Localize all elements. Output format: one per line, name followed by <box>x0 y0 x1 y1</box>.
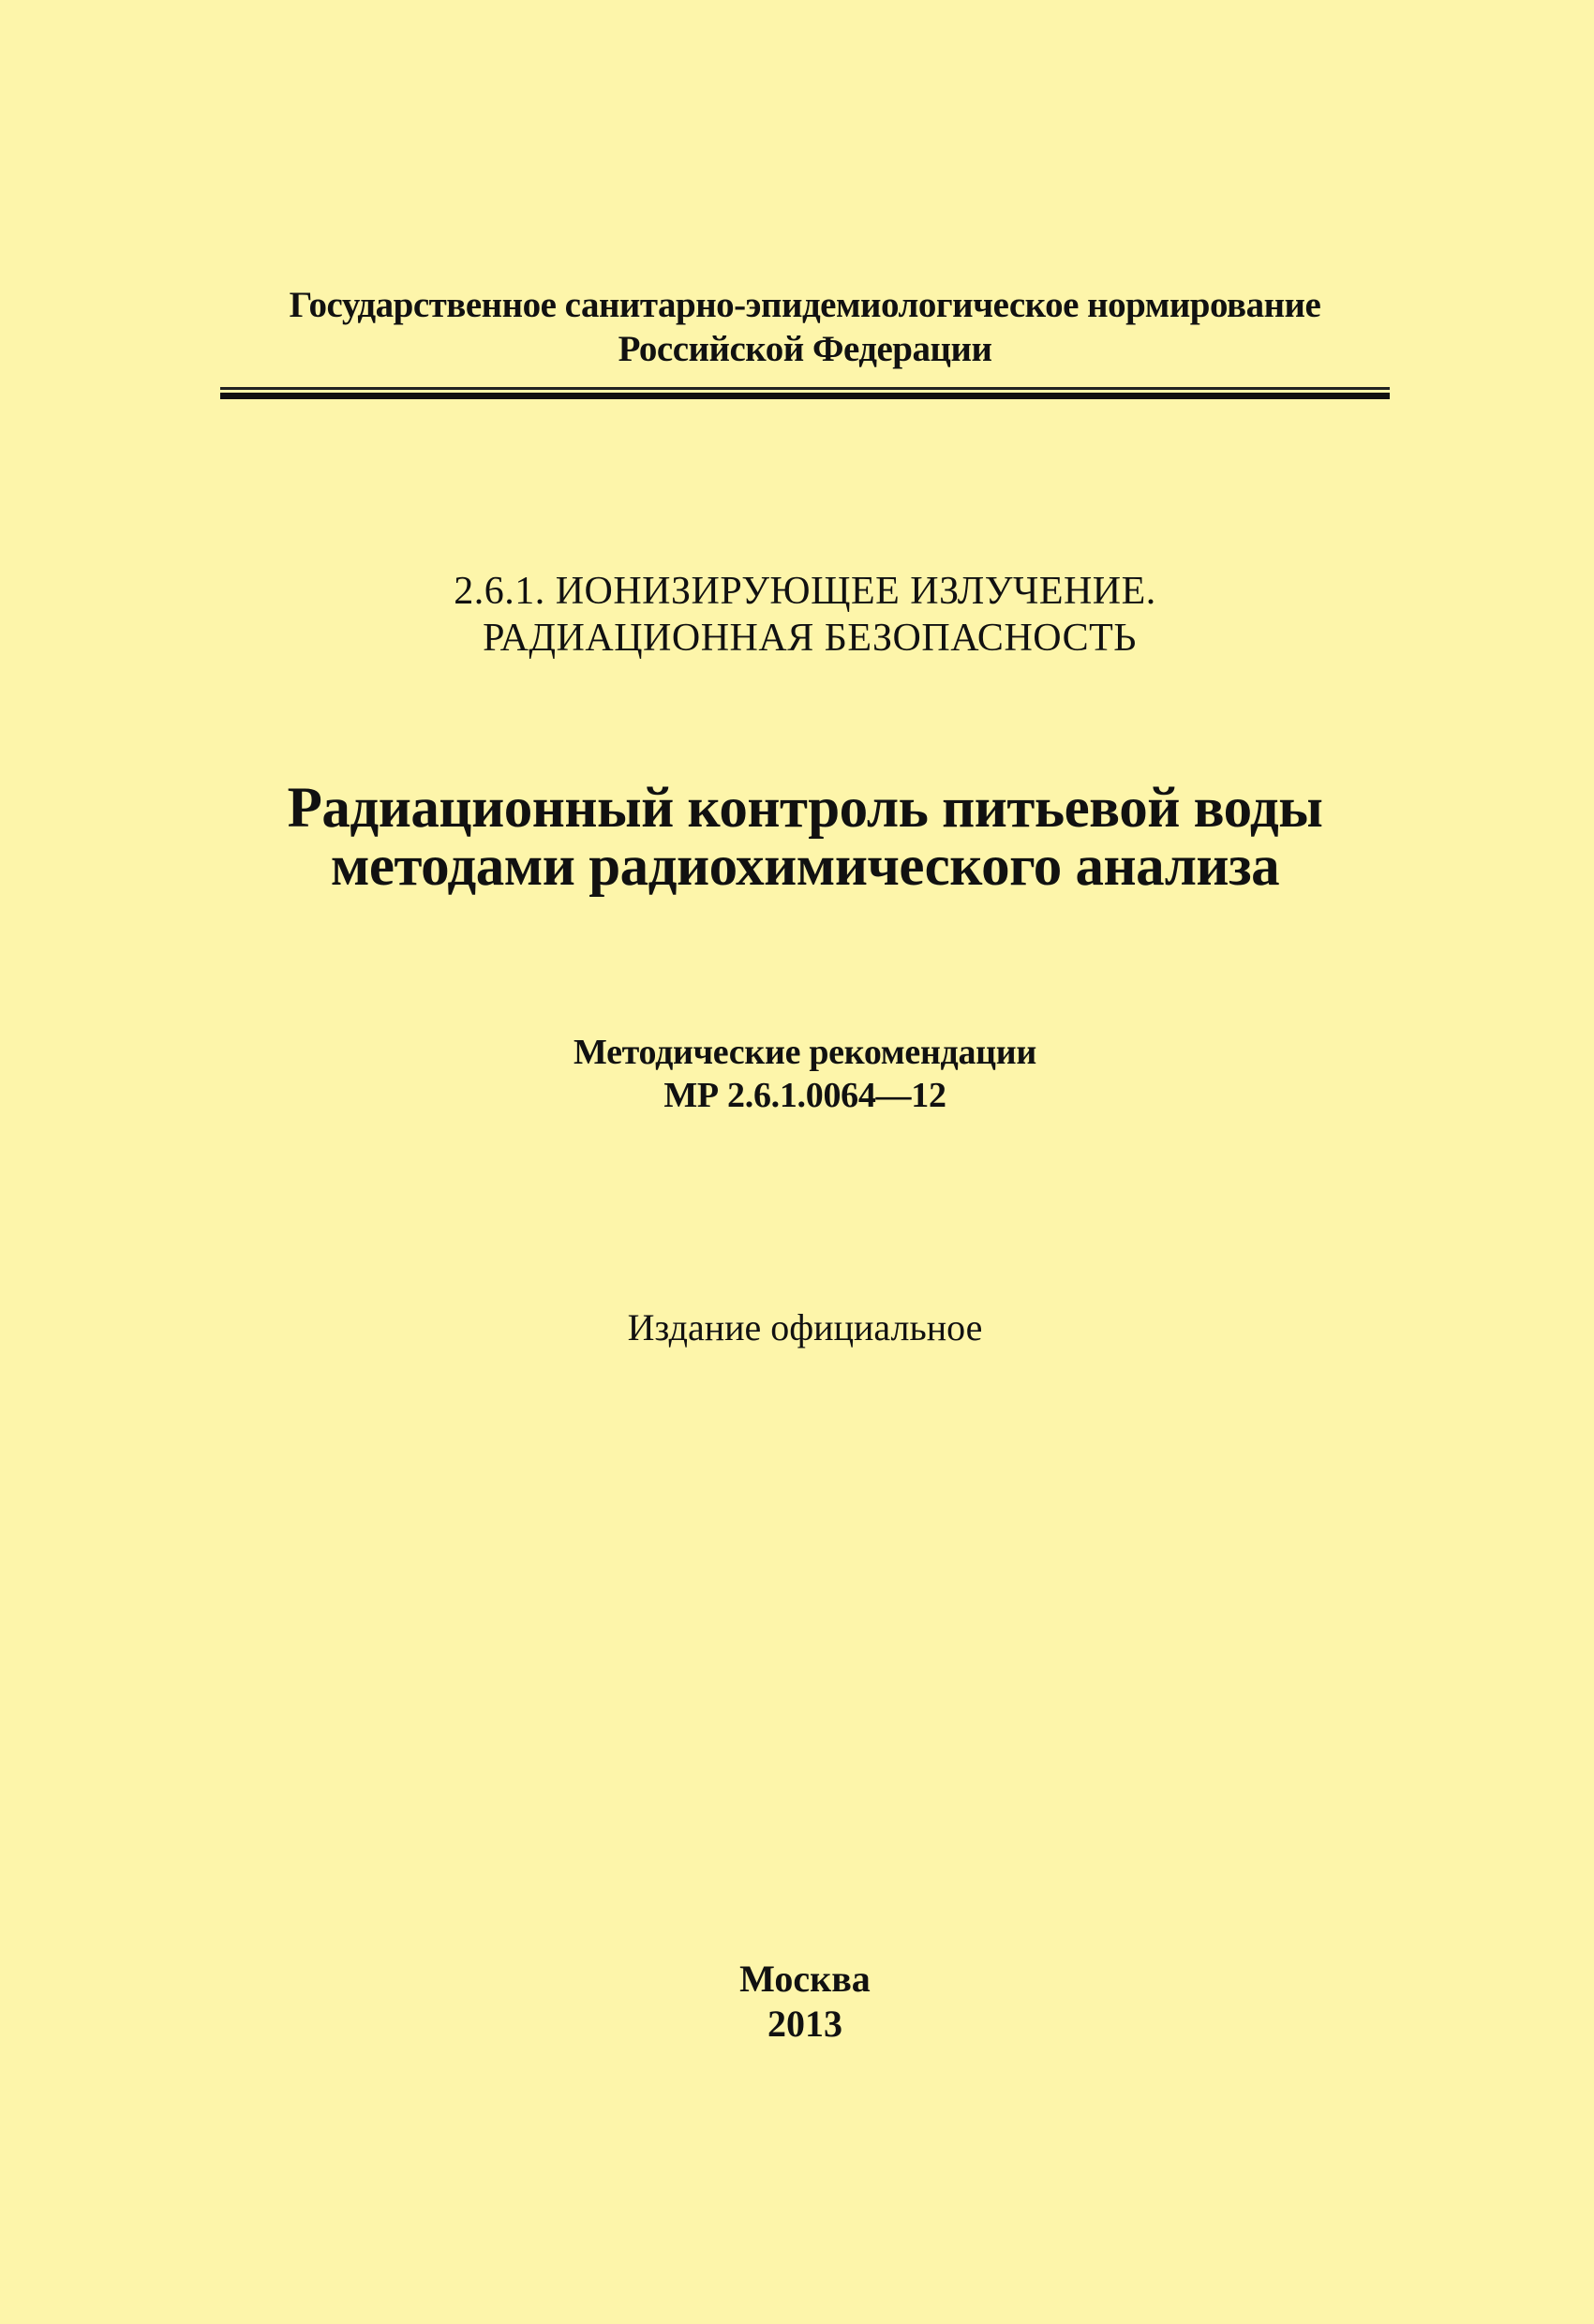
header-divider-rule <box>220 387 1390 399</box>
document-title <box>220 777 1390 898</box>
issuing-authority-header <box>220 283 1390 371</box>
imprint-year: 2013 <box>767 2003 842 2045</box>
series-section-heading <box>220 568 1390 662</box>
document-type-label: Методические рекомендации <box>574 1033 1036 1072</box>
document-type-block <box>220 1031 1390 1117</box>
edition-note: Издание официальное <box>627 1306 983 1348</box>
document-code: МР 2.6.1.0064—12 <box>663 1076 946 1115</box>
title-line-2: методами радиохимического анализа <box>330 835 1280 898</box>
imprint-city: Москва <box>739 1958 871 2000</box>
divider-thick-line <box>220 393 1390 399</box>
header-line-1: Государственное санитарно-эпидемиологическое нормирование <box>289 285 1321 325</box>
series-line-2: РАДИАЦИОННАЯ БЕЗОПАСНОСТЬ <box>483 617 1137 660</box>
header-line-2: Российской Федерации <box>618 329 992 369</box>
imprint-block <box>220 1957 1390 2047</box>
title-line-1: Радиационный контроль питьевой воды <box>287 777 1323 840</box>
series-line-1: 2.6.1. ИОНИЗИРУЮЩЕЕ ИЗЛУЧЕНИЕ. <box>454 570 1156 613</box>
